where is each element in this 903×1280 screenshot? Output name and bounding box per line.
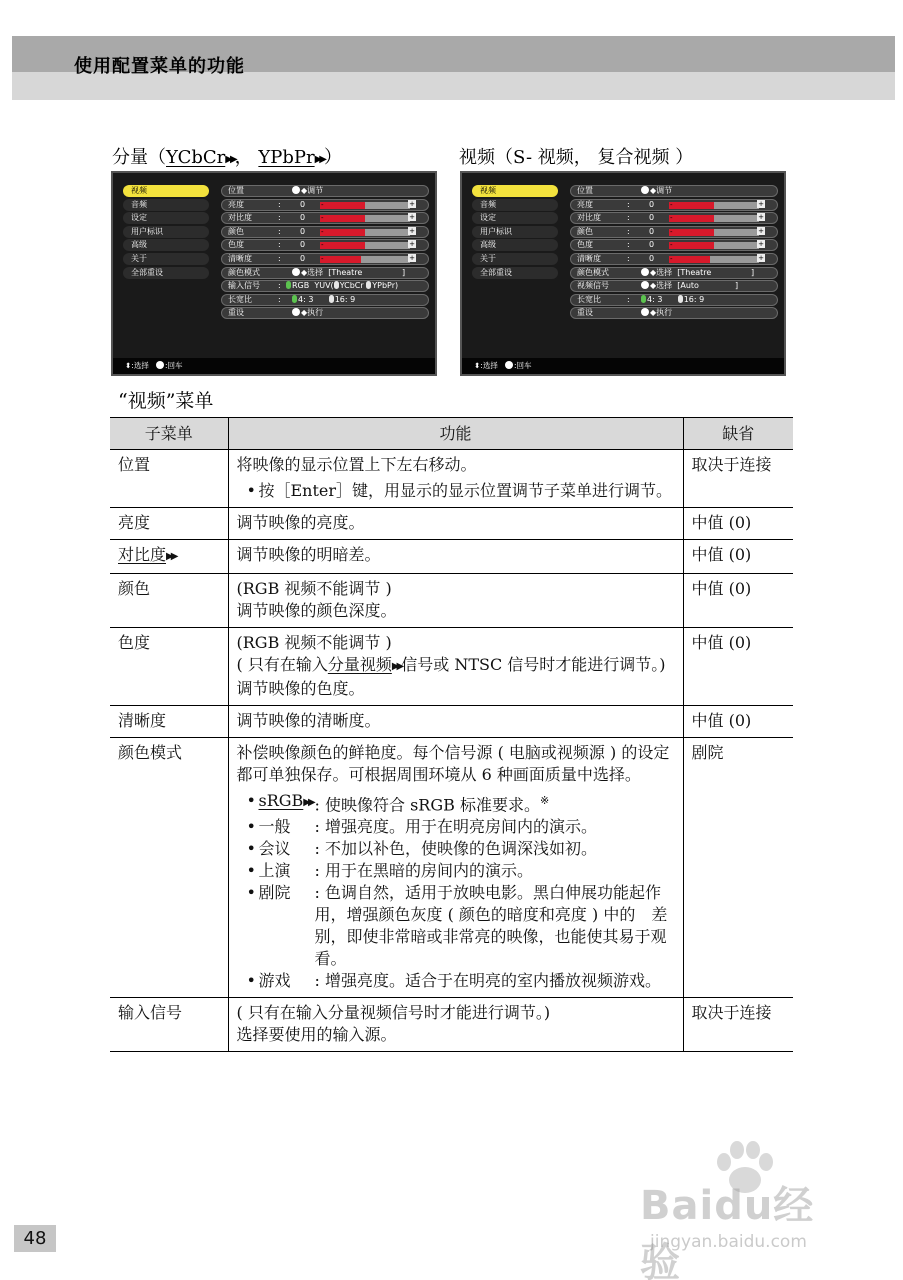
osd-row-value: ◆选择 [Auto [641,281,699,291]
table-row [110,508,793,540]
mode-desc: : 增强亮度。用于在明亮房间内的演示。 [314,817,597,837]
osd-slider-fill [320,215,365,222]
osd-row-value: ◆调节 [292,186,323,196]
table-row [110,738,793,998]
osd-slider-value: 0 [300,199,306,209]
osd-colon: : [627,240,630,250]
osd-slider-value: 0 [300,240,306,250]
link-contrast[interactable]: 对比度 [118,545,167,564]
osd-row-slider [221,239,429,251]
osd-row-slider [221,226,429,238]
row-desc [228,450,683,508]
row-name: 清晰度 [110,706,228,738]
osd-option: RGB [292,281,310,291]
osd-colon: : [627,199,630,209]
osd-option: 16: 9 [683,294,705,304]
osd-row-value: ◆执行 [292,308,323,318]
osd-row-position [570,185,778,197]
osd-row-label: 位置 [577,186,593,195]
plus-icon: + [758,199,764,208]
row-name: 位置 [110,450,228,508]
osd-slider-bar [320,199,415,209]
minus-icon: - [321,214,324,223]
osd-row-slider [570,199,778,211]
osd-action-text: 执行 [307,308,324,318]
table-row [110,450,793,508]
caption-suffix: ） [324,147,342,168]
radio-icon [366,281,371,289]
osd-row-label: 色度 [577,240,593,250]
osd-row-label: 对比度 [577,213,601,223]
table-row [110,998,793,1052]
row-default: 剧院 [683,738,793,998]
minus-icon: - [321,254,324,263]
osd-menu-item: 全部重设 [123,267,209,279]
osd-slider-value: 0 [649,213,655,223]
page-header-title: 使用配置菜单的功能 [74,56,245,77]
table-header: 子菜单 [110,418,228,450]
minus-icon: - [670,254,673,263]
osd-status-bar: ⬍:选择 :回车 [462,358,784,374]
osd-slider-value: 0 [300,213,306,223]
desc-text: 补偿映像颜色的鲜艳度。每个信号源 ( 电脑或视频源 ) 的设定都可单独保存。可根据周围环境从 6 种画面质量中选择。 [236,743,670,784]
osd-row-reset [221,307,429,319]
glossary-arrow-icon: ▶▶ [391,661,402,672]
row-name: 输入信号 [110,998,228,1052]
osd-value-text: 调节 [656,186,673,195]
osd-row-slider [570,239,778,251]
row-name [110,540,228,574]
desc-text: (RGB 视频不能调节 ) [236,579,392,598]
enter-icon [641,308,649,316]
osd-row-value: ◆选择 [Theatre [292,268,362,278]
row-desc [228,998,683,1052]
osd-option: 16: 9 [334,294,356,304]
desc-text: 选择要使用的输入源。 [236,1025,397,1045]
osd-row-reset [570,307,778,319]
osd-slider-fill [320,229,365,236]
mode-key [259,790,315,816]
osd-slider-bar [669,213,764,223]
osd-action-text: 选择 [307,267,324,277]
minus-icon: - [321,227,324,236]
glossary-arrow-icon: ▶▶ [166,551,176,562]
mode-list [237,790,675,992]
osd-row-label: 颜色 [577,226,593,236]
minus-icon: - [321,241,324,250]
osd-submenu [221,185,429,321]
osd-row-label: 视频信号 [577,281,609,291]
osd-option: 4: 3 [298,294,314,304]
table-row [110,706,793,738]
osd-colon: : [278,213,281,223]
osd-row-position [221,185,429,197]
osd-slider-value: 0 [300,226,306,236]
enter-icon [292,186,300,194]
osd-option: YCbCr [339,281,364,291]
osd-radio-group [641,295,704,305]
osd-slider-value: 0 [649,199,655,209]
desc-text: 将映像的显示位置上下左右移动。 [236,455,477,474]
video-menu-table [110,417,793,1052]
osd-colon: : [278,226,281,236]
osd-row-label: 重设 [228,308,244,318]
link-ypbpr[interactable]: YPbPr [258,147,315,168]
enter-icon [292,308,300,316]
osd-menu-item: 高级 [123,239,209,251]
mode-key: • 剧院 [258,883,291,903]
osd-menu-item: 设定 [123,212,209,224]
osd-row-slider [570,212,778,224]
radio-selected-icon [286,281,291,289]
osd-row-color-mode [570,267,778,279]
minus-icon: - [670,214,673,223]
osd-row-label: 输入信号 [228,281,260,291]
osd-slider-value: 0 [649,240,655,250]
osd-colon: : [627,213,630,223]
osd-row-label: 颜色模式 [228,267,260,277]
plus-icon: + [409,240,415,249]
caption-video: 视频（S- 视频， 复合视频 ） [459,147,694,168]
osd-row-video-signal [570,280,778,292]
osd-row-label: 颜色 [228,226,244,236]
minus-icon: - [670,241,673,250]
osd-value-text: [Theatre [328,267,363,277]
osd-submenu [570,185,778,321]
osd-row-slider [221,212,429,224]
desc-fragment: ( 只有在输入 [236,655,328,674]
osd-slider-bar [320,253,415,263]
osd-screen-video [460,171,786,376]
radio-selected-icon [292,295,297,303]
plus-icon: + [409,213,415,222]
osd-menu-item: 音频 [123,199,209,211]
osd-colon: : [278,294,281,304]
row-name: 亮度 [110,508,228,540]
osd-row-value: ◆执行 [641,308,672,318]
osd-option: 4: 3 [647,294,663,304]
mode-key: • 游戏 [258,971,291,991]
mode-item [247,860,675,882]
row-desc [228,738,683,998]
caption-sep: ， [234,147,253,168]
osd-main-menu [472,185,558,280]
osd-row-label: 清晰度 [228,253,252,263]
glossary-arrow-icon: ▶▶ [314,154,324,165]
row-default: 中值 (0) [683,628,793,706]
osd-slider-fill [669,256,710,263]
radio-icon [678,295,683,303]
osd-colon: : [278,199,281,209]
osd-row-slider [570,253,778,265]
osd-colon: : [278,240,281,250]
glossary-arrow-icon: ▶▶ [225,154,235,165]
osd-row-label: 长宽比 [228,294,252,304]
row-desc [228,574,683,628]
osd-row-aspect [570,294,778,306]
osd-slider-fill [669,202,714,209]
osd-slider-bar [669,226,764,236]
enter-icon [505,361,513,369]
mode-item [247,882,675,970]
osd-slider-bar [669,240,764,250]
osd-slider-bar [320,226,415,236]
watermark [640,1140,850,1280]
caption-component [112,143,342,169]
osd-slider-bar [320,240,415,250]
plus-icon: + [409,199,415,208]
osd-colon: : [627,294,630,304]
table-row [110,628,793,706]
mode-desc: : 色调自然，适用于放映电影。黑白伸展功能起作用，增强颜色灰度 ( 颜色的暗度和亮度 ) 中的 差别，即使非常暗或非常亮的映像，也能使其易于观看。 [314,883,668,969]
status-select: :选择 [131,361,149,370]
mode-desc: : 不加以补色，使映像的色调深浅如初。 [314,839,597,859]
menu-title: “视频”菜单 [118,390,214,412]
status-select: :选择 [480,361,498,370]
table-header-row [110,418,793,450]
osd-row-label: 清晰度 [577,253,601,263]
osd-bracket: ] [735,281,739,291]
row-default: 取决于连接 [683,450,793,508]
watermark-site: jingyan.baidu.com [650,1232,807,1252]
status-back: :回车 [513,361,532,370]
status-back: :回车 [164,361,183,370]
osd-row-label: 位置 [228,186,244,195]
plus-icon: + [409,226,415,235]
mode-item [247,838,675,860]
enter-icon [641,268,649,276]
bullet-item: • 按［Enter］键，用显示的显示位置调节子菜单进行调节。 [247,480,675,502]
plus-icon: + [758,213,764,222]
osd-row-value: ◆选择 [Theatre [641,268,711,278]
osd-row-label: 亮度 [577,199,593,209]
osd-menu-item: 视频 [472,185,558,197]
osd-row-slider [570,226,778,238]
minus-icon: - [670,227,673,236]
osd-row-label: 色度 [228,240,244,250]
minus-icon: - [321,200,324,209]
osd-menu-item: 关于 [123,253,209,265]
radio-icon [334,281,339,289]
osd-slider-value: 0 [649,253,655,263]
mode-item [247,816,675,838]
osd-slider-fill [669,229,714,236]
osd-menu-item: 设定 [472,212,558,224]
osd-screen-component [111,171,437,376]
mode-item [247,790,675,816]
mode-key: • 上演 [258,861,291,881]
plus-icon: + [758,240,764,249]
footnote-mark: ※ [539,794,550,807]
mode-desc [315,790,675,816]
osd-row-label: 重设 [577,308,593,318]
osd-value-text: [Theatre [677,267,712,277]
osd-main-menu [123,185,209,280]
table-row [110,574,793,628]
osd-colon: : [627,253,630,263]
osd-colon: : [627,226,630,236]
osd-value-text: 调节 [307,186,324,195]
osd-row-label: 亮度 [228,199,244,209]
osd-value-text: [Auto [677,281,699,291]
osd-menu-item: 音频 [472,199,558,211]
mode-desc: : 用于在黑暗的房间内的演示。 [314,861,533,881]
mode-desc-text: : 使映像符合 sRGB 标准要求。 [314,795,540,815]
row-default: 中值 (0) [683,706,793,738]
desc-text [237,654,675,678]
osd-row-aspect [221,294,429,306]
row-default: 取决于连接 [683,998,793,1052]
plus-icon: + [409,253,415,262]
osd-bracket: ] [402,267,406,277]
osd-menu-item: 视频 [123,185,209,197]
caption-prefix: 分量（ [112,147,166,168]
osd-row-slider [221,199,429,211]
desc-text: 调节映像的颜色深度。 [236,601,397,620]
desc-fragment: 信号或 NTSC 信号时才能进行调节。) [401,655,666,674]
bullet-list [237,480,675,502]
watermark-brand: Baidu经验 [640,1183,815,1280]
osd-colon: : [278,281,281,291]
mode-item [247,970,675,992]
osd-menu-item: 全部重设 [472,267,558,279]
osd-slider-bar [669,199,764,209]
osd-menu-item: 用户标识 [123,226,209,238]
osd-radio-group [292,295,355,305]
osd-row-slider [221,253,429,265]
osd-slider-fill [320,242,365,249]
minus-icon: - [670,200,673,209]
osd-row-label: 颜色模式 [577,267,609,277]
row-desc [228,628,683,706]
osd-action-text: 选择 [656,267,673,277]
osd-slider-fill [669,242,714,249]
osd-slider-fill [320,202,365,209]
osd-slider-value: 0 [300,253,306,263]
link-ycbcr[interactable]: YCbCr [166,147,226,168]
row-name: 颜色 [110,574,228,628]
osd-row-color-mode [221,267,429,279]
osd-option: YUV( [314,281,334,291]
link-component-video[interactable]: 分量视频 [327,655,392,674]
row-desc: 调节映像的亮度。 [228,508,683,540]
plus-icon: + [758,253,764,262]
desc-text: ( 只有在输入分量视频信号时才能进行调节。) [236,1003,551,1023]
osd-row-input-signal [221,280,429,292]
osd-bracket: ] [751,267,755,277]
row-default: 中值 (0) [683,540,793,574]
osd-row-label: 对比度 [228,213,252,223]
osd-radio-group [286,281,398,291]
osd-menu-item: 关于 [472,253,558,265]
page-number: 48 [14,1225,56,1252]
desc-text: 调节映像的色度。 [236,679,365,698]
enter-icon [156,361,164,369]
row-default: 中值 (0) [683,508,793,540]
radio-icon [329,295,334,303]
table-header: 功能 [228,418,683,450]
desc-text: (RGB 视频不能调节 ) [236,633,392,652]
osd-slider-bar [320,213,415,223]
mode-key: • 会议 [258,839,291,859]
osd-menu-item: 用户标识 [472,226,558,238]
glossary-arrow-icon: ▶▶ [303,797,313,808]
osd-action-text: 选择 [656,281,673,291]
osd-status-bar: ⬍:选择 :回车 [113,358,435,374]
row-desc: 调节映像的清晰度。 [228,706,683,738]
radio-selected-icon [641,295,646,303]
osd-action-text: 执行 [656,308,673,318]
mode-key: • 一般 [258,817,291,837]
enter-icon [641,186,649,194]
enter-icon [641,281,649,289]
row-desc: 调节映像的明暗差。 [228,540,683,574]
row-default: 中值 (0) [683,574,793,628]
table-header: 缺省 [683,418,793,450]
plus-icon: + [758,226,764,235]
link-srgb[interactable]: sRGB [258,791,304,810]
osd-row-label: 长宽比 [577,294,601,304]
mode-desc: : 增强亮度。适合于在明亮的室内播放视频游戏。 [314,971,661,991]
row-name: 颜色模式 [110,738,228,998]
table-row [110,540,793,574]
osd-row-value: ◆调节 [641,186,672,196]
osd-option: YPbPr) [372,281,399,291]
enter-icon [292,268,300,276]
osd-colon: : [278,253,281,263]
osd-slider-value: 0 [649,226,655,236]
osd-menu-item: 高级 [472,239,558,251]
osd-slider-fill [320,256,361,263]
row-name: 色度 [110,628,228,706]
osd-slider-fill [669,215,714,222]
osd-slider-bar [669,253,764,263]
